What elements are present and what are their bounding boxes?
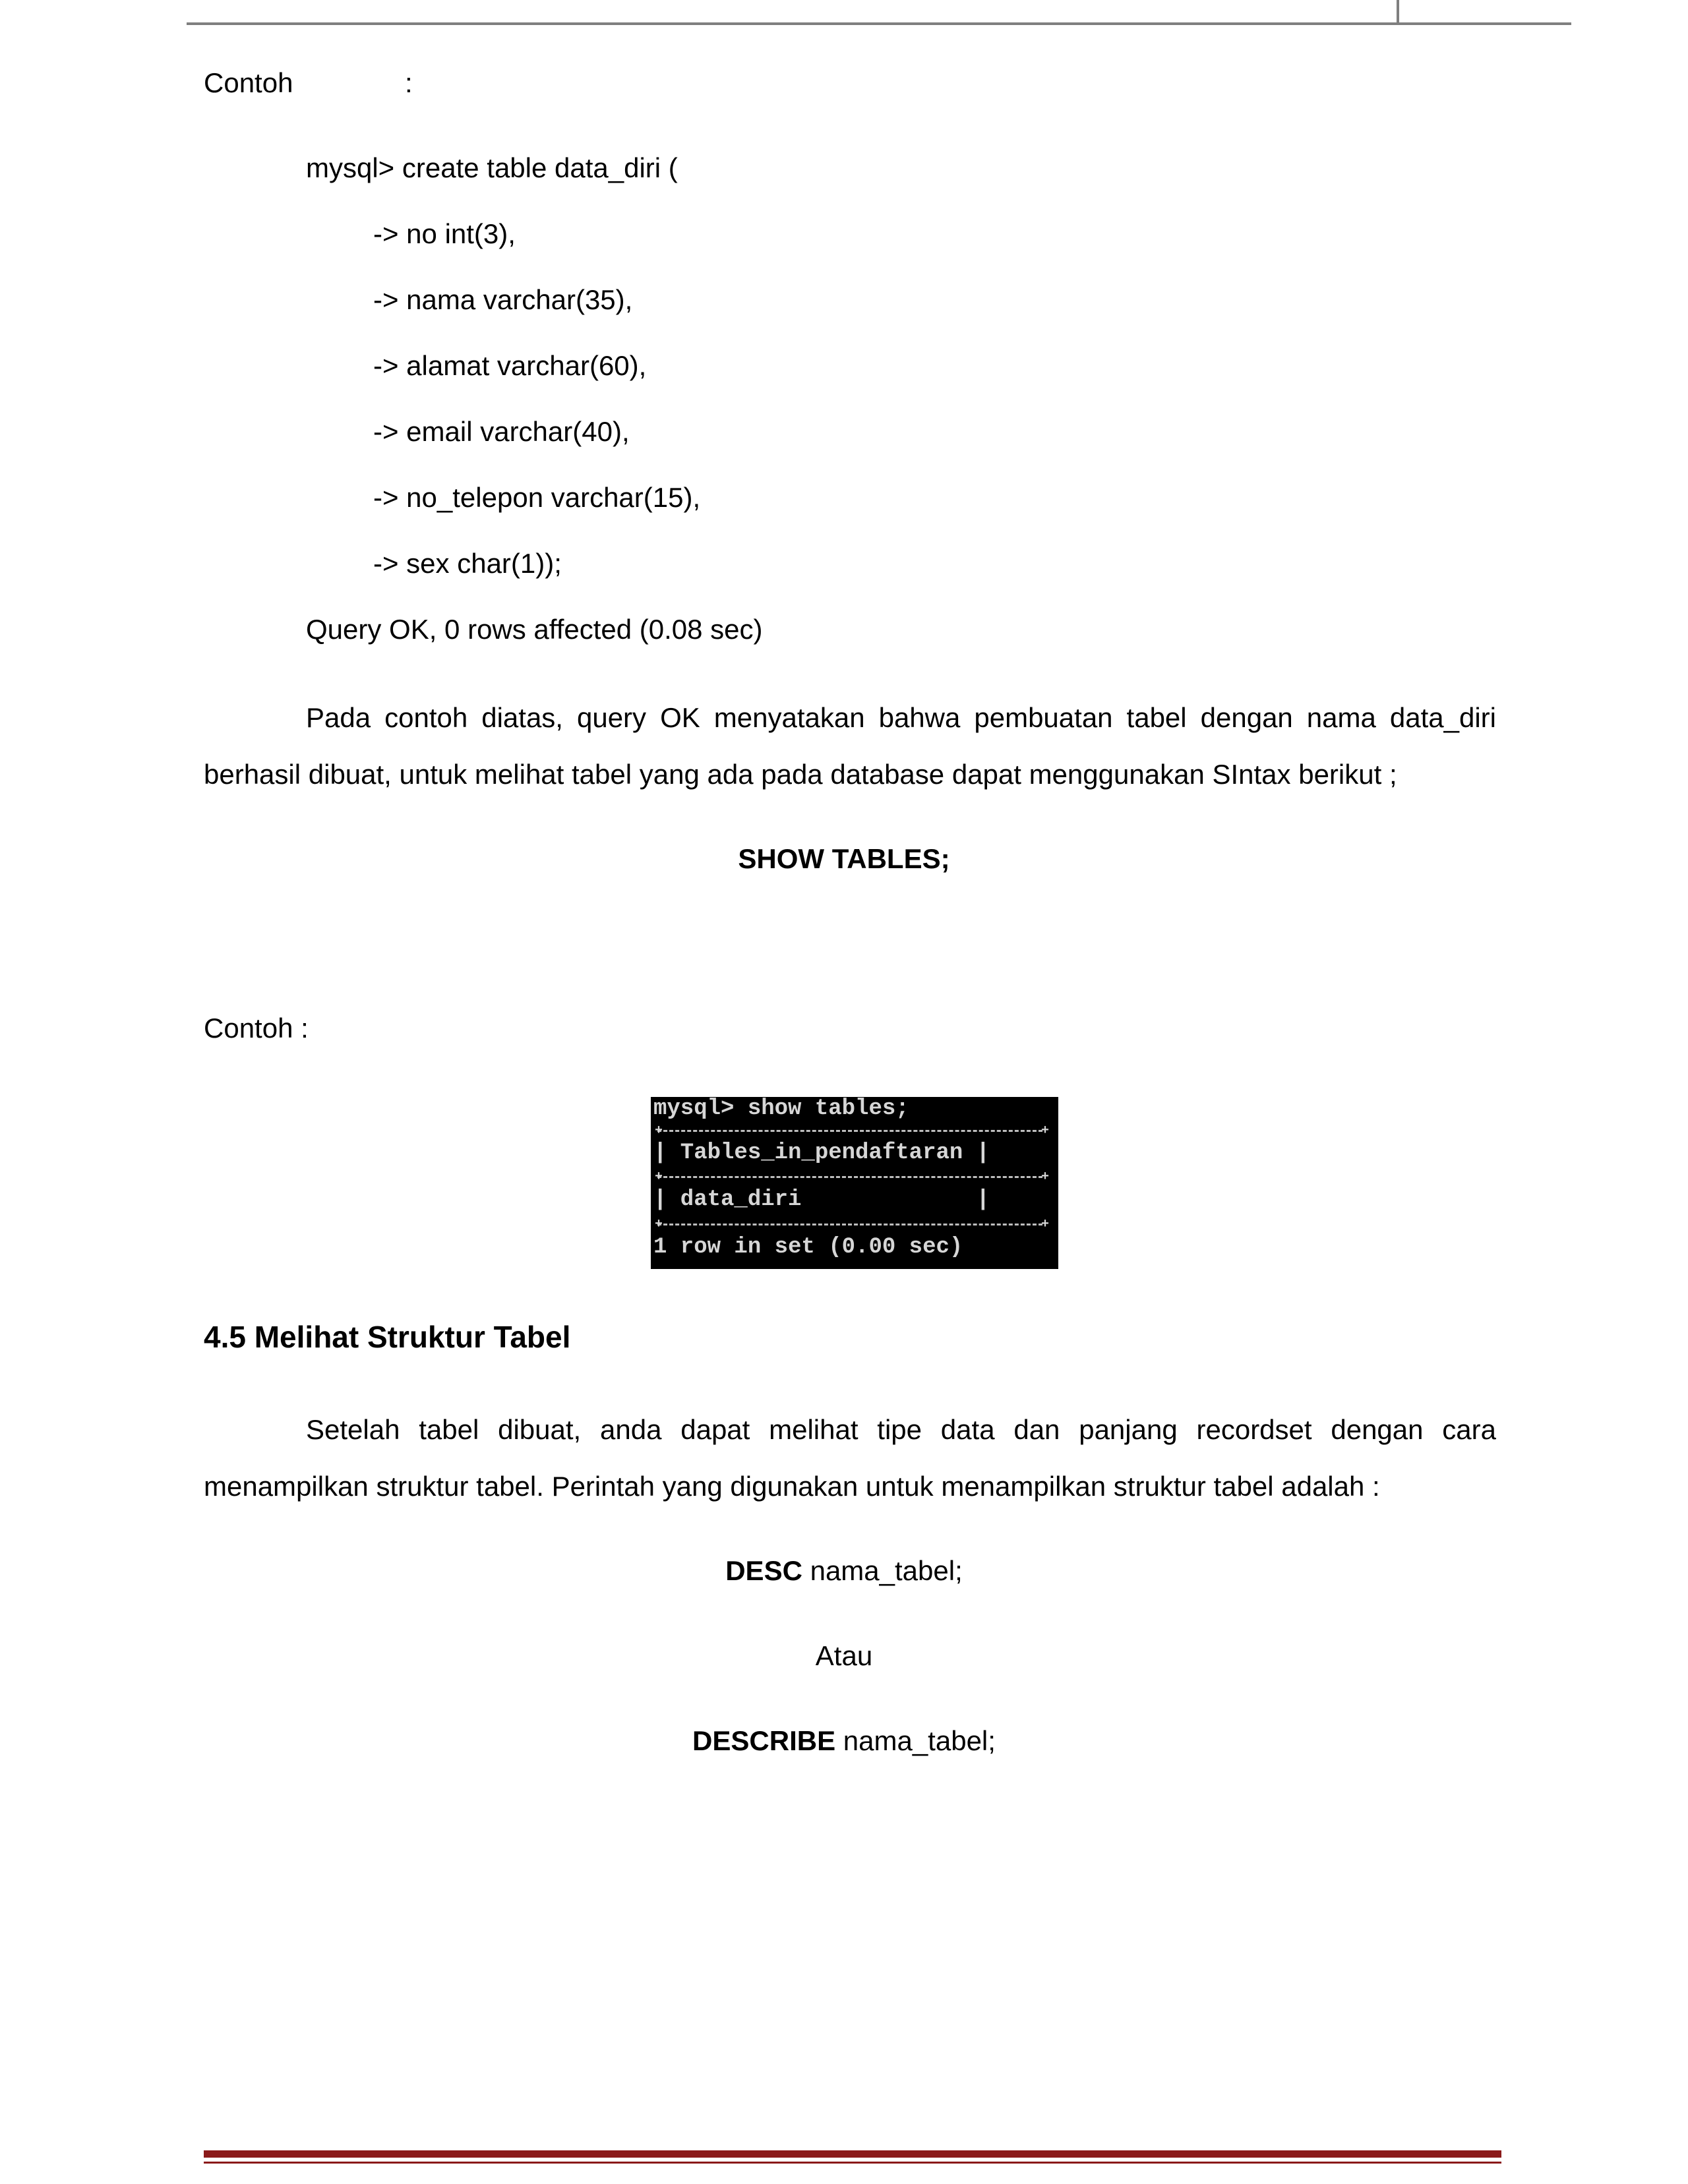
syntax-describe	[0, 1725, 1688, 1757]
syntax-arg: nama_tabel;	[802, 1555, 963, 1586]
terminal-screenshot: mysql> show tables; + + | Tables_in_pendaftaran | + + | data_diri | + + 1 row in set (0.00 sec)	[651, 1097, 1058, 1269]
paragraph-show-tables: Pada contoh diatas, query OK menyatakan bahwa pembuatan tabel dengan nama data_diri berhasil dibuat, untuk melihat tabel yang ada pada database dapat menggunakan SIntax berikut ;	[204, 702, 1496, 790]
code-result: Query OK, 0 rows affected (0.08 sec)	[306, 614, 763, 645]
code-line: -> no int(3),	[373, 218, 516, 249]
syntax-show-tables: SHOW TABLES;	[738, 843, 950, 874]
section-heading: 4.5 Melihat Struktur Tabel	[204, 1320, 571, 1354]
terminal-separator	[657, 1130, 1042, 1132]
example-label-2: Contoh :	[204, 1013, 309, 1044]
terminal-prompt: mysql> show tables;	[653, 1097, 909, 1121]
code-prompt-line: mysql> create table data_diri (	[306, 152, 678, 183]
syntax-desc	[0, 1554, 1688, 1587]
paragraph-struktur: Setelah tabel dibuat, anda dapat melihat tipe data dan panjang recordset dengan cara menampilkan struktur tabel. Perintah yang digunakan untuk menampilkan struktur tabel adalah :	[204, 1414, 1496, 1502]
example-colon: :	[405, 67, 413, 98]
code-line: -> alamat varchar(60),	[373, 350, 647, 381]
syntax-keyword: DESC	[725, 1555, 802, 1586]
terminal-footer: 1 row in set (0.00 sec)	[653, 1235, 963, 1260]
code-line: -> no_telepon varchar(15),	[373, 482, 701, 513]
footer-rule	[204, 2150, 1501, 2158]
code-line: -> sex char(1));	[373, 548, 562, 579]
terminal-header: | Tables_in_pendaftaran |	[653, 1140, 990, 1166]
example-label: Contoh	[204, 67, 293, 98]
footer-rule-thin	[204, 2162, 1501, 2164]
syntax-keyword: DESCRIBE	[692, 1725, 836, 1756]
syntax-arg: nama_tabel;	[835, 1725, 996, 1756]
code-line: -> email varchar(40),	[373, 416, 630, 447]
terminal-separator	[657, 1224, 1042, 1225]
terminal-separator	[657, 1176, 1042, 1178]
code-line: -> nama varchar(35),	[373, 284, 633, 315]
terminal-row: | data_diri |	[653, 1187, 990, 1212]
or-text: Atau	[815, 1640, 873, 1671]
header-rule	[187, 22, 1571, 25]
header-rule-tick	[1397, 0, 1399, 24]
